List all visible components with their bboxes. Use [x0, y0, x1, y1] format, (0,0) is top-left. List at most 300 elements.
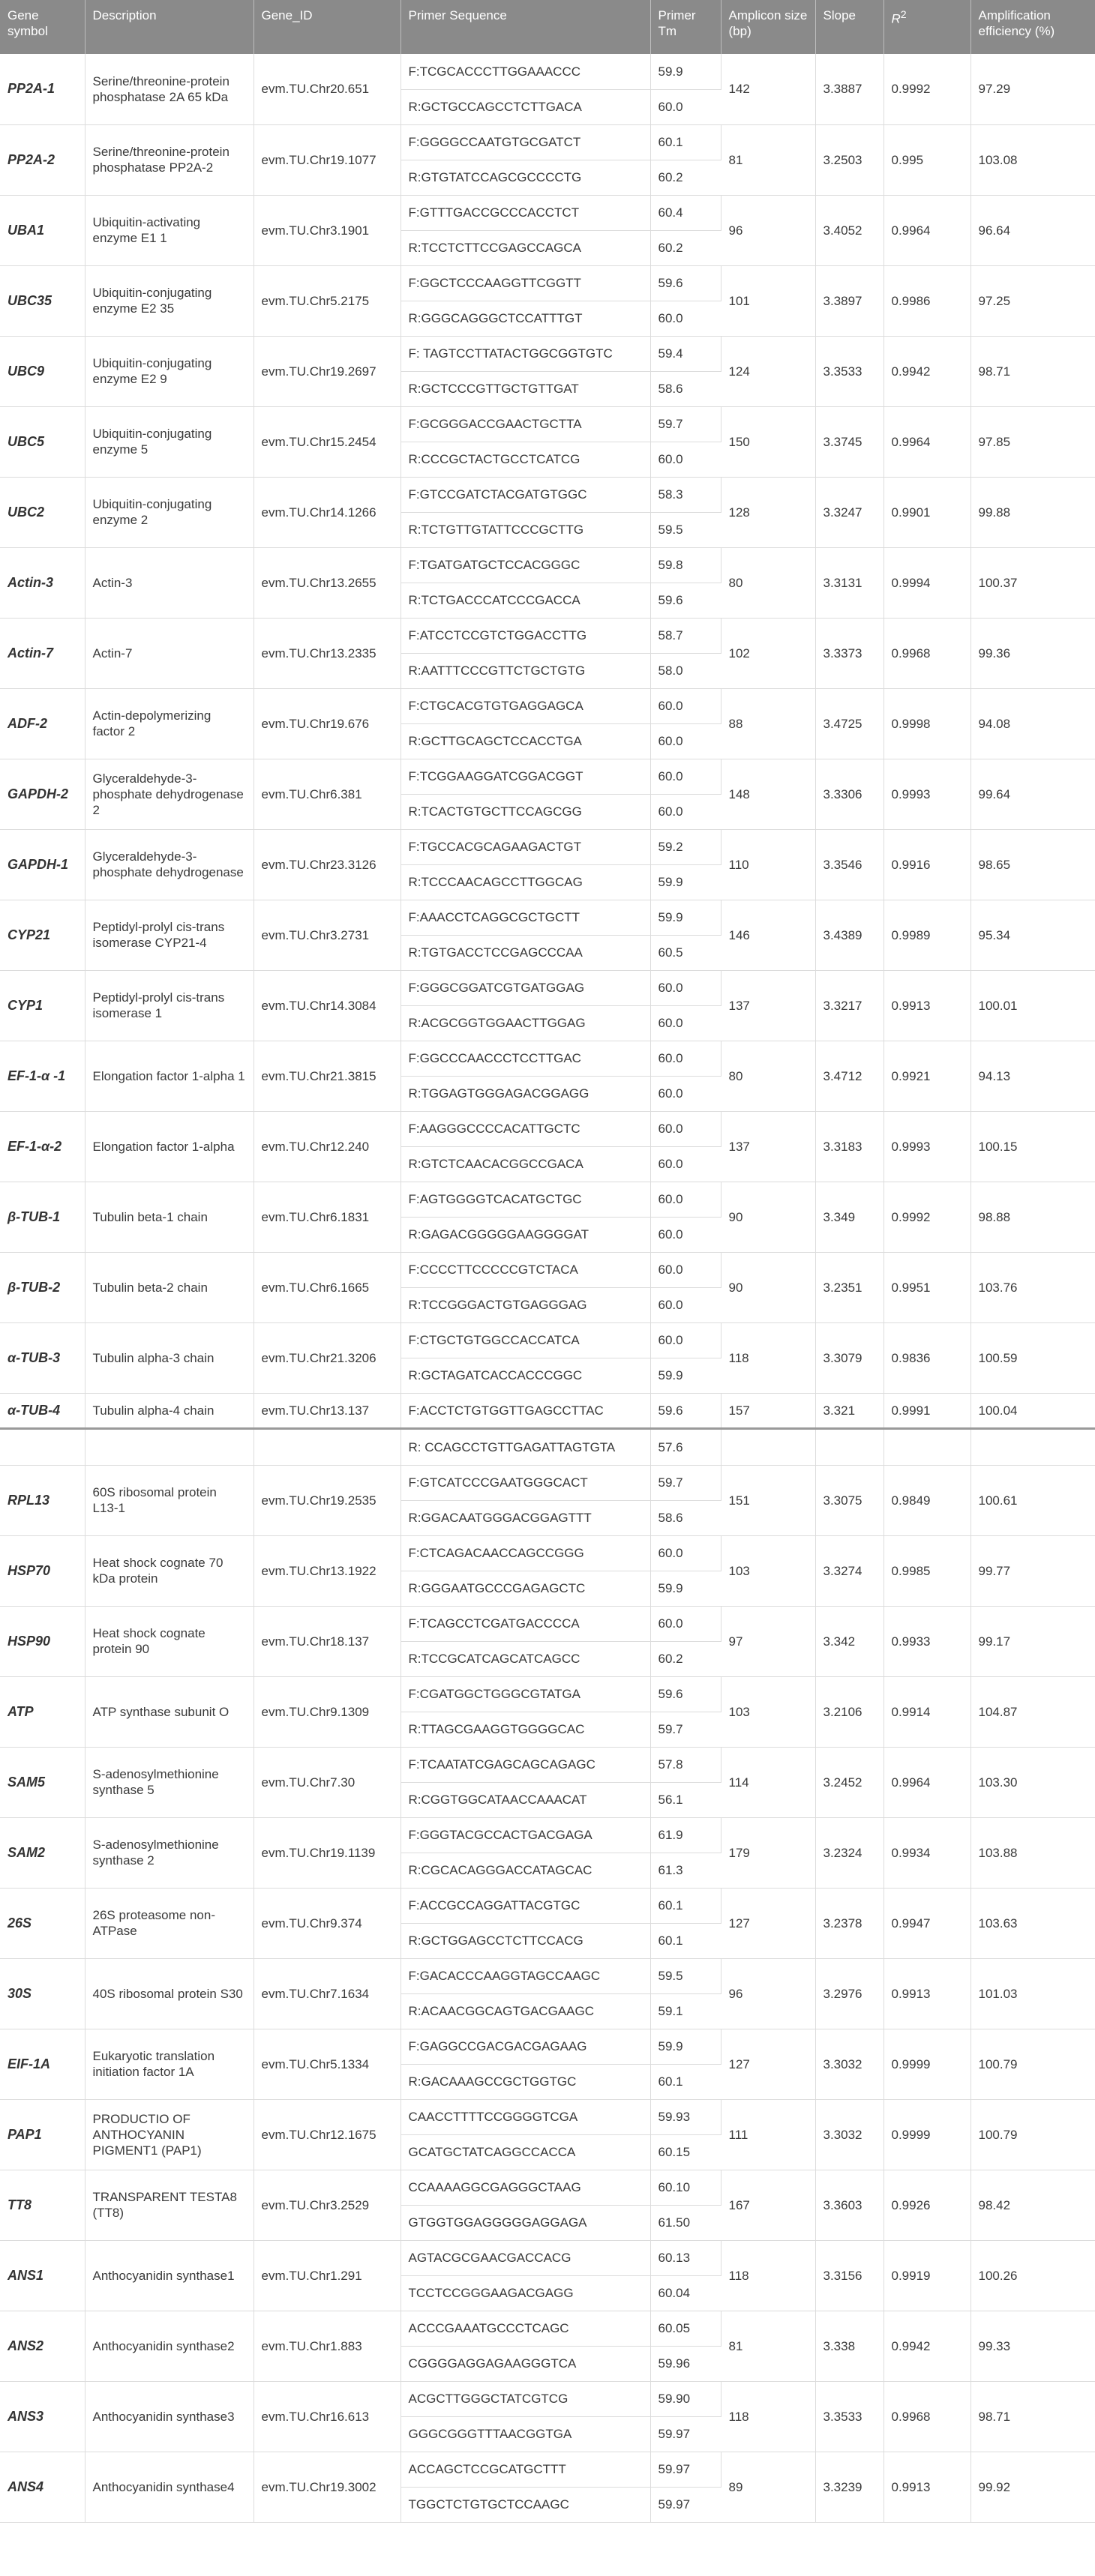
- table-row: [0, 2029, 1095, 2064]
- reverse-primer: GGGCGGGTTTAACGGTGA: [400, 2416, 650, 2452]
- forward-primer-tm: 60.4: [650, 195, 721, 230]
- description: Anthocyanidin synthase1: [85, 2240, 254, 2311]
- table-row: [0, 2311, 1095, 2346]
- table-row: [0, 1747, 1095, 1782]
- gene-id: evm.TU.Chr13.2335: [254, 618, 400, 688]
- reverse-primer-tm: 60.2: [650, 160, 721, 195]
- reverse-primer: R:TCCCAACAGCCTTGGCAG: [400, 864, 650, 900]
- r2-value: 0.9986: [884, 265, 970, 336]
- gene-symbol: PP2A-1: [0, 54, 85, 124]
- reverse-primer: R:GCTCCCGTTGCTGTTGAT: [400, 371, 650, 406]
- efficiency: 101.03: [970, 1958, 1095, 2029]
- gene-symbol: 30S: [0, 1958, 85, 2029]
- table-row: [0, 124, 1095, 160]
- gene-id: evm.TU.Chr9.374: [254, 1888, 400, 1958]
- slope: 3.4725: [815, 688, 884, 759]
- slope: 3.321: [815, 1393, 884, 1428]
- table-row: [0, 2381, 1095, 2416]
- reverse-primer-tm: 60.0: [650, 794, 721, 829]
- slope: 3.3032: [815, 2099, 884, 2170]
- amplicon-size: 80: [721, 547, 815, 618]
- description: Ubiquitin-activating enzyme E1 1: [85, 195, 254, 265]
- efficiency: 100.79: [970, 2099, 1095, 2170]
- reverse-primer: GTGGTGGAGGGGGAGGAGA: [400, 2205, 650, 2240]
- forward-primer: F:GTTTGACCGCCCACCTCT: [400, 195, 650, 230]
- gene-id: evm.TU.Chr14.1266: [254, 477, 400, 547]
- reverse-primer: R:TTAGCGAAGGTGGGGCAC: [400, 1712, 650, 1747]
- efficiency: 103.76: [970, 1252, 1095, 1322]
- r2-value: 0.9985: [884, 1535, 970, 1606]
- forward-primer: F:TGATGATGCTCCACGGGC: [400, 547, 650, 583]
- r2-value: 0.9964: [884, 406, 970, 477]
- forward-primer: F:ACCGCCAGGATTACGTGC: [400, 1888, 650, 1923]
- gene-symbol: α-TUB-3: [0, 1322, 85, 1393]
- reverse-primer: R:TCCTCTTCCGAGCCAGCA: [400, 230, 650, 265]
- amplicon-size: 81: [721, 2311, 815, 2381]
- gene-id: evm.TU.Chr5.2175: [254, 265, 400, 336]
- reverse-primer: R:CGGTGGCATAACCAAACAT: [400, 1782, 650, 1817]
- reverse-primer-tm: 57.6: [650, 1428, 721, 1465]
- header-description: Description: [85, 0, 254, 54]
- efficiency: 99.64: [970, 759, 1095, 829]
- description: ATP synthase subunit O: [85, 1676, 254, 1747]
- reverse-primer: R:GACAAAGCCGCTGGTGC: [400, 2064, 650, 2099]
- table-row: [0, 1393, 1095, 1428]
- table-row: [0, 2452, 1095, 2487]
- reverse-primer: R:GCTTGCAGCTCCACCTGA: [400, 723, 650, 759]
- reverse-primer-tm: 59.9: [650, 864, 721, 900]
- reverse-primer-tm: 59.9: [650, 1358, 721, 1393]
- gene-symbol: UBC2: [0, 477, 85, 547]
- reverse-primer: R:TGTGACCTCCGAGCCCAA: [400, 935, 650, 970]
- slope: 3.3156: [815, 2240, 884, 2311]
- amplicon-size: 88: [721, 688, 815, 759]
- table-row: [0, 970, 1095, 1005]
- slope: 3.4712: [815, 1041, 884, 1111]
- gene-symbol: GAPDH-2: [0, 759, 85, 829]
- efficiency: 98.65: [970, 829, 1095, 900]
- forward-primer: F:GGGCGGATCGTGATGGAG: [400, 970, 650, 1005]
- efficiency: 100.79: [970, 2029, 1095, 2099]
- forward-primer-tm: 60.0: [650, 1041, 721, 1076]
- forward-primer: F:GTCATCCCGAATGGGCACT: [400, 1465, 650, 1500]
- table-row: [0, 1252, 1095, 1287]
- forward-primer: ACGCTTGGGCTATCGTCG: [400, 2381, 650, 2416]
- amplicon-size: 150: [721, 406, 815, 477]
- reverse-primer-tm: 61.3: [650, 1853, 721, 1888]
- r2-value: 0.9994: [884, 547, 970, 618]
- reverse-primer-tm: 60.0: [650, 1076, 721, 1111]
- forward-primer: F:CGATGGCTGGGCGTATGA: [400, 1676, 650, 1712]
- slope: 3.342: [815, 1606, 884, 1676]
- reverse-primer-tm: 60.2: [650, 1641, 721, 1676]
- description: Elongation factor 1-alpha: [85, 1111, 254, 1182]
- reverse-primer-tm: 59.6: [650, 583, 721, 618]
- slope: 3.3079: [815, 1322, 884, 1393]
- r2-value: 0.9942: [884, 336, 970, 406]
- r2-value: 0.9964: [884, 195, 970, 265]
- reverse-primer-tm: 60.1: [650, 2064, 721, 2099]
- gene-symbol: ANS2: [0, 2311, 85, 2381]
- r2-value: 0.9901: [884, 477, 970, 547]
- empty-cell: [721, 1428, 815, 1465]
- r2-value: 0.9933: [884, 1606, 970, 1676]
- description: Serine/threonine-protein phosphatase 2A 65 kDa: [85, 54, 254, 124]
- amplicon-size: 151: [721, 1465, 815, 1535]
- description: 26S proteasome non-ATPase: [85, 1888, 254, 1958]
- slope: 3.2351: [815, 1252, 884, 1322]
- description: Tubulin beta-1 chain: [85, 1182, 254, 1252]
- description: Anthocyanidin synthase4: [85, 2452, 254, 2522]
- efficiency: 100.61: [970, 1465, 1095, 1535]
- table-row: [0, 547, 1095, 583]
- reverse-primer: CGGGGAGGAGAAGGGTCA: [400, 2346, 650, 2381]
- amplicon-size: 124: [721, 336, 815, 406]
- efficiency: 99.92: [970, 2452, 1095, 2522]
- gene-symbol: UBC5: [0, 406, 85, 477]
- reverse-primer-tm: 59.5: [650, 512, 721, 547]
- r2-value: 0.9914: [884, 1676, 970, 1747]
- description: Ubiquitin-conjugating enzyme E2 35: [85, 265, 254, 336]
- r2-value: 0.9968: [884, 618, 970, 688]
- reverse-primer-tm: 59.1: [650, 1993, 721, 2029]
- gene-id: evm.TU.Chr6.1831: [254, 1182, 400, 1252]
- slope: 3.2452: [815, 1747, 884, 1817]
- reverse-primer: R:GTCTCAACACGGCCGACA: [400, 1146, 650, 1182]
- reverse-primer: GCATGCTATCAGGCCACCA: [400, 2134, 650, 2170]
- reverse-primer-tm: 60.0: [650, 1287, 721, 1322]
- forward-primer: F:CTGCACGTGTGAGGAGCA: [400, 688, 650, 723]
- forward-primer: F:TCGGAAGGATCGGACGGT: [400, 759, 650, 794]
- forward-primer-tm: 59.6: [650, 1676, 721, 1712]
- header-row: [0, 0, 1095, 54]
- gene-symbol: ANS1: [0, 2240, 85, 2311]
- forward-primer: F:GGGGCCAATGTGCGATCT: [400, 124, 650, 160]
- table-row: [0, 759, 1095, 794]
- forward-primer: F:AAGGGCCCCACATTGCTC: [400, 1111, 650, 1146]
- efficiency: 99.77: [970, 1535, 1095, 1606]
- gene-symbol: ANS4: [0, 2452, 85, 2522]
- gene-id: evm.TU.Chr5.1334: [254, 2029, 400, 2099]
- slope: 3.3897: [815, 265, 884, 336]
- efficiency: 98.42: [970, 2170, 1095, 2240]
- table-row: [0, 1676, 1095, 1712]
- forward-primer-tm: 59.6: [650, 1393, 721, 1428]
- forward-primer: F:TCGCACCCTTGGAAACCC: [400, 54, 650, 89]
- forward-primer-tm: 60.1: [650, 1888, 721, 1923]
- amplicon-size: 128: [721, 477, 815, 547]
- forward-primer-tm: 60.0: [650, 759, 721, 794]
- slope: 3.3887: [815, 54, 884, 124]
- gene-symbol: ATP: [0, 1676, 85, 1747]
- amplicon-size: 90: [721, 1182, 815, 1252]
- description: PRODUCTIO OF ANTHOCYANIN PIGMENT1 (PAP1): [85, 2099, 254, 2170]
- forward-primer: ACCAGCTCCGCATGCTTT: [400, 2452, 650, 2487]
- efficiency: 94.08: [970, 688, 1095, 759]
- forward-primer-tm: 59.7: [650, 406, 721, 442]
- gene-id: evm.TU.Chr3.1901: [254, 195, 400, 265]
- forward-primer: F:ATCCTCCGTCTGGACCTTG: [400, 618, 650, 653]
- efficiency: 99.88: [970, 477, 1095, 547]
- forward-primer-tm: 59.9: [650, 54, 721, 89]
- r2-value: 0.9998: [884, 688, 970, 759]
- table-row: [0, 900, 1095, 935]
- gene-symbol: GAPDH-1: [0, 829, 85, 900]
- amplicon-size: 96: [721, 195, 815, 265]
- forward-primer-tm: 60.0: [650, 1606, 721, 1641]
- forward-primer: F:AAACCTCAGGCGCTGCTT: [400, 900, 650, 935]
- reverse-primer-tm: 58.0: [650, 653, 721, 688]
- gene-id: evm.TU.Chr3.2731: [254, 900, 400, 970]
- gene-id: evm.TU.Chr19.1139: [254, 1817, 400, 1888]
- gene-id: evm.TU.Chr12.240: [254, 1111, 400, 1182]
- forward-primer: F:GTCCGATCTACGATGTGGC: [400, 477, 650, 512]
- reverse-primer-tm: 60.0: [650, 89, 721, 124]
- gene-id: evm.TU.Chr14.3084: [254, 970, 400, 1041]
- reverse-primer: R: CCAGCCTGTTGAGATTAGTGTA: [400, 1428, 650, 1465]
- r2-value: 0.9992: [884, 54, 970, 124]
- amplicon-size: 90: [721, 1252, 815, 1322]
- forward-primer-tm: 60.0: [650, 1322, 721, 1358]
- table-row: [0, 2170, 1095, 2205]
- amplicon-size: 103: [721, 1676, 815, 1747]
- amplicon-size: 81: [721, 124, 815, 195]
- efficiency: 103.63: [970, 1888, 1095, 1958]
- table-row: [0, 1041, 1095, 1076]
- forward-primer-tm: 57.8: [650, 1747, 721, 1782]
- gene-id: evm.TU.Chr18.137: [254, 1606, 400, 1676]
- forward-primer: ACCCGAAATGCCCTCAGC: [400, 2311, 650, 2346]
- amplicon-size: 118: [721, 1322, 815, 1393]
- r2-value: 0.9919: [884, 2240, 970, 2311]
- amplicon-size: 101: [721, 265, 815, 336]
- gene-id: evm.TU.Chr19.2535: [254, 1465, 400, 1535]
- reverse-primer-tm: 60.04: [650, 2275, 721, 2311]
- reverse-primer: R:CGCACAGGGACCATAGCAC: [400, 1853, 650, 1888]
- forward-primer-tm: 60.0: [650, 1111, 721, 1146]
- amplicon-size: 148: [721, 759, 815, 829]
- forward-primer: F:GAGGCCGACGACGAGAAG: [400, 2029, 650, 2064]
- reverse-primer: R:GTGTATCCAGCGCCCCTG: [400, 160, 650, 195]
- forward-primer: F:GGCCCAACCCTCCTTGAC: [400, 1041, 650, 1076]
- efficiency: 95.34: [970, 900, 1095, 970]
- efficiency: 100.59: [970, 1322, 1095, 1393]
- efficiency: 97.25: [970, 265, 1095, 336]
- slope: 3.3075: [815, 1465, 884, 1535]
- table-row: [0, 1888, 1095, 1923]
- header-slope: Slope: [815, 0, 884, 54]
- forward-primer-tm: 59.90: [650, 2381, 721, 2416]
- gene-id: evm.TU.Chr13.2655: [254, 547, 400, 618]
- slope: 3.349: [815, 1182, 884, 1252]
- gene-id: evm.TU.Chr19.1077: [254, 124, 400, 195]
- table-row: [0, 1428, 1095, 1465]
- amplicon-size: 179: [721, 1817, 815, 1888]
- gene-symbol: EF-1-α -1: [0, 1041, 85, 1111]
- gene-id: evm.TU.Chr1.291: [254, 2240, 400, 2311]
- table-body: [0, 54, 1095, 2522]
- gene-symbol: EF-1-α-2: [0, 1111, 85, 1182]
- forward-primer: F:AGTGGGGTCACATGCTGC: [400, 1182, 650, 1217]
- gene-symbol: RPL13: [0, 1465, 85, 1535]
- forward-primer: F:TCAGCCTCGATGACCCCA: [400, 1606, 650, 1641]
- description: Tubulin beta-2 chain: [85, 1252, 254, 1322]
- amplicon-size: 80: [721, 1041, 815, 1111]
- forward-primer-tm: 59.8: [650, 547, 721, 583]
- forward-primer-tm: 59.2: [650, 829, 721, 864]
- amplicon-size: 146: [721, 900, 815, 970]
- table-row: [0, 265, 1095, 301]
- forward-primer-tm: 60.0: [650, 970, 721, 1005]
- reverse-primer: R:GGGAATGCCCGAGAGCTC: [400, 1571, 650, 1606]
- efficiency: 100.26: [970, 2240, 1095, 2311]
- gene-symbol: Actin-7: [0, 618, 85, 688]
- reverse-primer: R:GGGCAGGGCTCCATTTGT: [400, 301, 650, 336]
- forward-primer: F:GACACCCAAGGTAGCCAAGC: [400, 1958, 650, 1993]
- header-efficiency: Amplification efficiency (%): [970, 0, 1095, 54]
- description: Actin-depolymerizing factor 2: [85, 688, 254, 759]
- r2-value: 0.9968: [884, 2381, 970, 2452]
- efficiency: 100.37: [970, 547, 1095, 618]
- reverse-primer: R:GAGACGGGGGAAGGGGAT: [400, 1217, 650, 1252]
- forward-primer: F: TAGTCCTTATACTGGCGGTGTC: [400, 336, 650, 371]
- table-row: [0, 1322, 1095, 1358]
- description: 60S ribosomal protein L13-1: [85, 1465, 254, 1535]
- forward-primer-tm: 60.13: [650, 2240, 721, 2275]
- gene-id: evm.TU.Chr7.30: [254, 1747, 400, 1817]
- description: Actin-7: [85, 618, 254, 688]
- description: S-adenosylmethionine synthase 2: [85, 1817, 254, 1888]
- description: TRANSPARENT TESTA8 (TT8): [85, 2170, 254, 2240]
- forward-primer: F:TCAATATCGAGCAGCAGAGC: [400, 1747, 650, 1782]
- gene-id: evm.TU.Chr6.381: [254, 759, 400, 829]
- gene-symbol: β-TUB-2: [0, 1252, 85, 1322]
- forward-primer-tm: 59.4: [650, 336, 721, 371]
- slope: 3.2976: [815, 1958, 884, 2029]
- table-row: [0, 688, 1095, 723]
- amplicon-size: 118: [721, 2381, 815, 2452]
- reverse-primer-tm: 60.0: [650, 301, 721, 336]
- forward-primer-tm: 58.7: [650, 618, 721, 653]
- r2-value: 0.9992: [884, 1182, 970, 1252]
- table-row: [0, 54, 1095, 89]
- forward-primer-tm: 60.0: [650, 1182, 721, 1217]
- reverse-primer: R:TGGAGTGGGAGACGGAGG: [400, 1076, 650, 1111]
- table-row: [0, 1958, 1095, 1993]
- amplicon-size: 167: [721, 2170, 815, 2240]
- efficiency: 99.33: [970, 2311, 1095, 2381]
- amplicon-size: 114: [721, 1747, 815, 1817]
- forward-primer-tm: 60.05: [650, 2311, 721, 2346]
- gene-id: evm.TU.Chr13.137: [254, 1393, 400, 1428]
- forward-primer: F:CCCCTTCCCCCGTCTACA: [400, 1252, 650, 1287]
- amplicon-size: 103: [721, 1535, 815, 1606]
- reverse-primer-tm: 60.2: [650, 230, 721, 265]
- reverse-primer-tm: 59.97: [650, 2487, 721, 2522]
- table-row: [0, 1535, 1095, 1571]
- gene-symbol: HSP70: [0, 1535, 85, 1606]
- reverse-primer: R:ACAACGGCAGTGACGAAGC: [400, 1993, 650, 2029]
- slope: 3.4052: [815, 195, 884, 265]
- reverse-primer: R:GGACAATGGGACGGAGTTT: [400, 1500, 650, 1535]
- gene-symbol: UBA1: [0, 195, 85, 265]
- reverse-primer: R:AATTTCCCGTTCTGCTGTG: [400, 653, 650, 688]
- r2-value: 0.9849: [884, 1465, 970, 1535]
- r2-value: 0.9999: [884, 2029, 970, 2099]
- gene-id: evm.TU.Chr19.2697: [254, 336, 400, 406]
- table-row: [0, 406, 1095, 442]
- slope: 3.3032: [815, 2029, 884, 2099]
- efficiency: 100.01: [970, 970, 1095, 1041]
- forward-primer: CAACCTTTTCCGGGGTCGA: [400, 2099, 650, 2134]
- forward-primer-tm: 60.0: [650, 1252, 721, 1287]
- gene-id: evm.TU.Chr13.1922: [254, 1535, 400, 1606]
- gene-id: evm.TU.Chr21.3815: [254, 1041, 400, 1111]
- forward-primer-tm: 59.7: [650, 1465, 721, 1500]
- amplicon-size: 127: [721, 2029, 815, 2099]
- slope: 3.3745: [815, 406, 884, 477]
- slope: 3.2378: [815, 1888, 884, 1958]
- gene-symbol: PP2A-2: [0, 124, 85, 195]
- table-row: [0, 195, 1095, 230]
- forward-primer: F:TGCCACGCAGAAGACTGT: [400, 829, 650, 864]
- gene-symbol: UBC35: [0, 265, 85, 336]
- gene-symbol: ANS3: [0, 2381, 85, 2452]
- description: Anthocyanidin synthase3: [85, 2381, 254, 2452]
- gene-id: evm.TU.Chr23.3126: [254, 829, 400, 900]
- description: Heat shock cognate 70 kDa protein: [85, 1535, 254, 1606]
- reverse-primer-tm: 61.50: [650, 2205, 721, 2240]
- reverse-primer-tm: 60.0: [650, 723, 721, 759]
- gene-id: evm.TU.Chr15.2454: [254, 406, 400, 477]
- gene-symbol: β-TUB-1: [0, 1182, 85, 1252]
- gene-id: evm.TU.Chr1.883: [254, 2311, 400, 2381]
- reverse-primer: R:ACGCGGTGGAACTTGGAG: [400, 1005, 650, 1041]
- forward-primer: F:CTGCTGTGGCCACCATCA: [400, 1322, 650, 1358]
- reverse-primer-tm: 58.6: [650, 371, 721, 406]
- description: Serine/threonine-protein phosphatase PP2A-2: [85, 124, 254, 195]
- efficiency: 97.85: [970, 406, 1095, 477]
- gene-symbol: ADF-2: [0, 688, 85, 759]
- reverse-primer: R:GCTGCCAGCCTCTTGACA: [400, 89, 650, 124]
- reverse-primer-tm: 60.5: [650, 935, 721, 970]
- slope: 3.3217: [815, 970, 884, 1041]
- r2-value: 0.9993: [884, 1111, 970, 1182]
- r2-value: 0.9926: [884, 2170, 970, 2240]
- reverse-primer-tm: 59.97: [650, 2416, 721, 2452]
- reverse-primer-tm: 58.6: [650, 1500, 721, 1535]
- forward-primer-tm: 60.10: [650, 2170, 721, 2205]
- reverse-primer-tm: 60.0: [650, 1146, 721, 1182]
- description: Ubiquitin-conjugating enzyme E2 9: [85, 336, 254, 406]
- empty-cell: [0, 1428, 85, 1465]
- reverse-primer: TCCTCCGGGAAGACGAGG: [400, 2275, 650, 2311]
- description: Anthocyanidin synthase2: [85, 2311, 254, 2381]
- empty-cell: [970, 1428, 1095, 1465]
- gene-id: evm.TU.Chr16.613: [254, 2381, 400, 2452]
- amplicon-size: 102: [721, 618, 815, 688]
- description: Ubiquitin-conjugating enzyme 5: [85, 406, 254, 477]
- gene-symbol: CYP1: [0, 970, 85, 1041]
- gene-symbol: CYP21: [0, 900, 85, 970]
- r2-value: 0.9991: [884, 1393, 970, 1428]
- slope: 3.3131: [815, 547, 884, 618]
- r2-value: 0.9947: [884, 1888, 970, 1958]
- slope: 3.4389: [815, 900, 884, 970]
- reverse-primer: R:TCTGTTGTATTCCCGCTTG: [400, 512, 650, 547]
- forward-primer: CCAAAAGGCGAGGGCTAAG: [400, 2170, 650, 2205]
- reverse-primer: R:TCTGACCCATCCCGACCA: [400, 583, 650, 618]
